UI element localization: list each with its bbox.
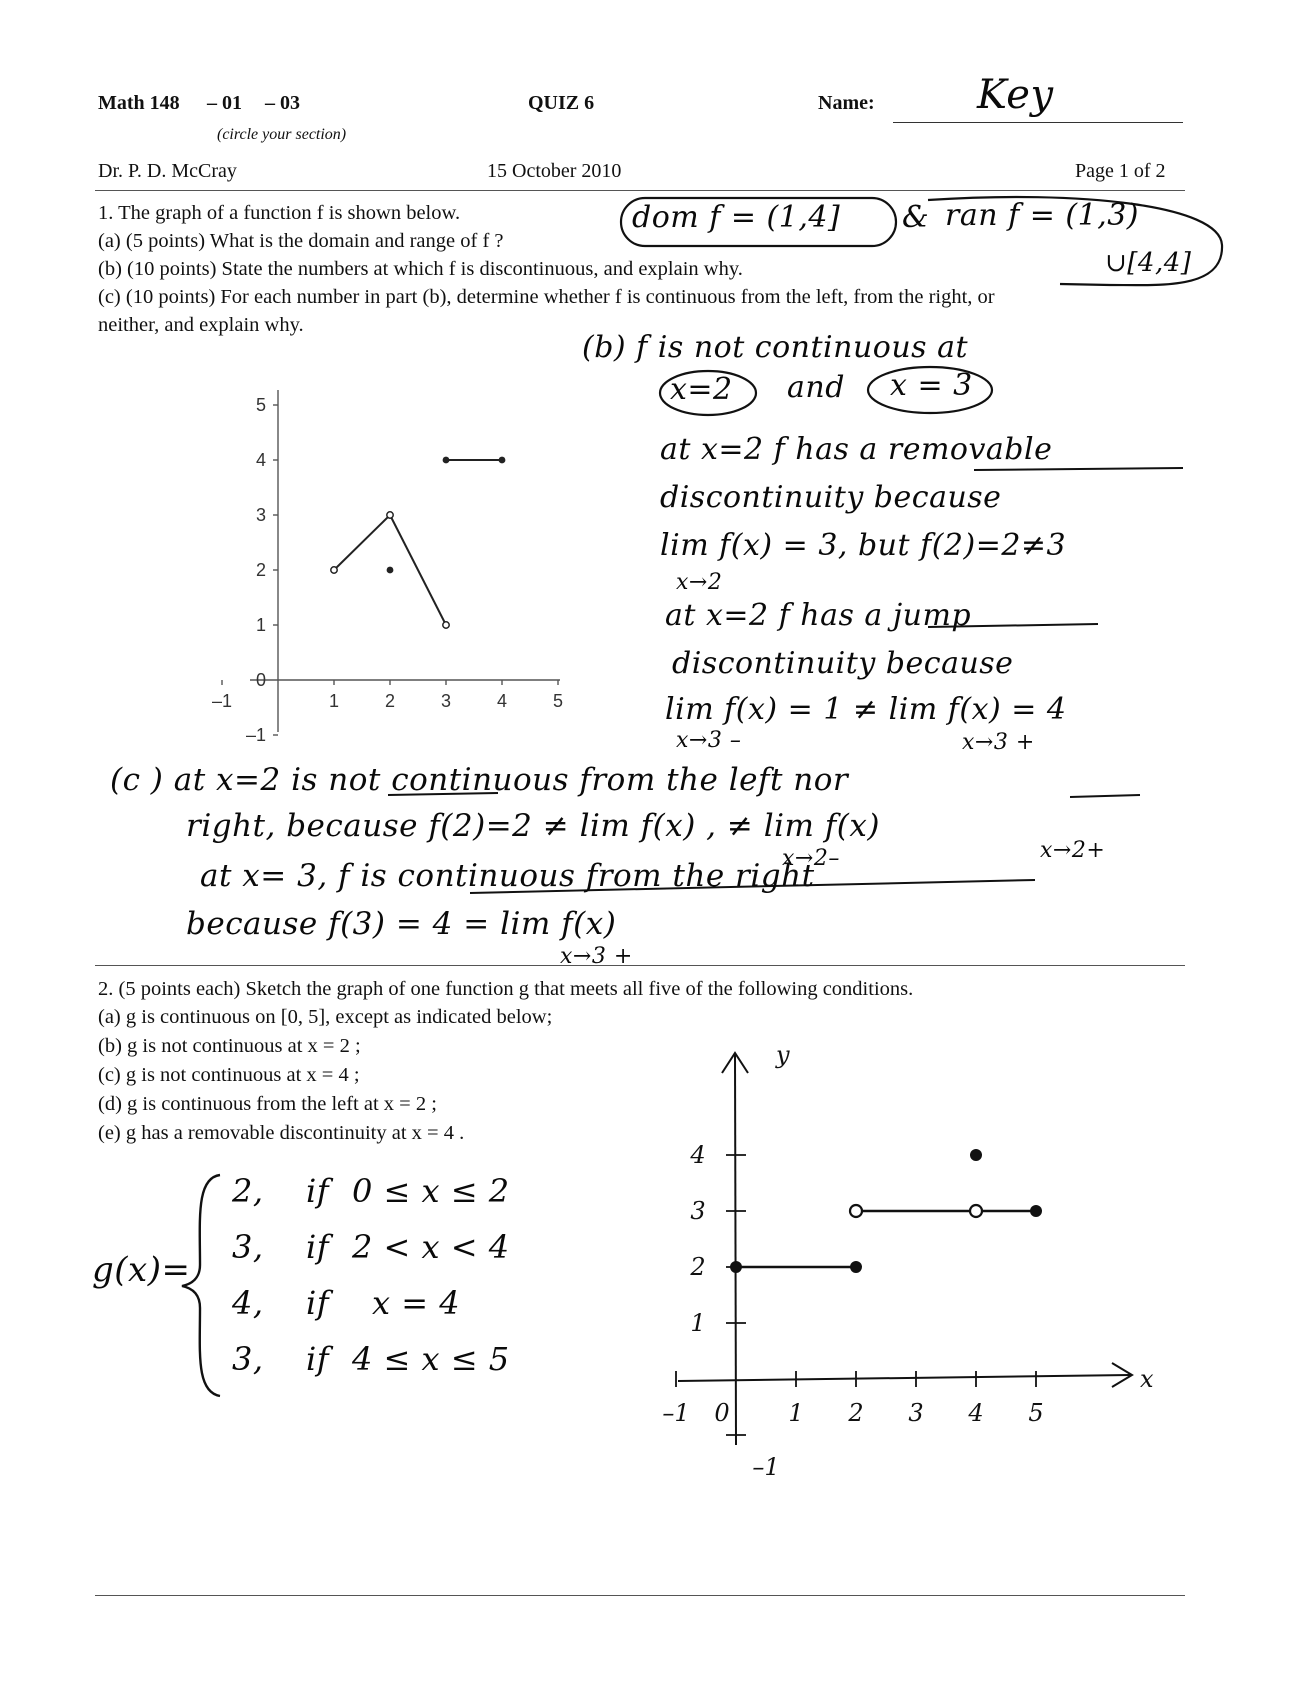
- graph-f-ytick-label: –1: [245, 725, 266, 745]
- answer-removable-sub: x→2: [676, 570, 723, 595]
- piecewise-case-if: if: [306, 1340, 330, 1378]
- answer-c-sub2: x→2+: [1040, 838, 1106, 863]
- problem1-part-b: (b) (10 points) State the numbers at which f is discontinuous, and explain why.: [98, 258, 743, 280]
- name-value: Key: [977, 72, 1054, 118]
- name-label: Name:: [818, 92, 875, 114]
- answer-c-line2: right, because f(2)=2 ≠ lim f(x) , ≠ lim f(x): [186, 808, 880, 844]
- graph-g: [650, 1041, 1210, 1481]
- graph-g-x-label: x: [1140, 1365, 1154, 1393]
- quiz-title: QUIZ 6: [528, 92, 595, 114]
- problem2-part-e: (e) g has a removable discontinuity at x = 4 .: [98, 1122, 465, 1144]
- problem-divider: [95, 965, 1185, 966]
- graph-f-ytick-label: 0: [255, 670, 266, 690]
- piecewise-case-if: if: [306, 1172, 330, 1210]
- graph-f-ytick-label: 2: [255, 560, 266, 580]
- graph-f-segment: [390, 515, 446, 625]
- piecewise-case-value: 3,: [232, 1340, 264, 1378]
- graph-g-x-axis: [678, 1375, 1130, 1381]
- graph-f-xtick-label: –1: [211, 691, 233, 711]
- problem2-part-c: (c) g is not continuous at x = 4 ;: [98, 1064, 360, 1086]
- graph-f-xtick-label: 5: [552, 691, 564, 711]
- piecewise-case-cond: 2 < x < 4: [352, 1228, 510, 1266]
- graph-g-xtick-label: 4: [968, 1399, 984, 1427]
- answer-domain: dom f = (1,4]: [632, 200, 841, 235]
- graph-g-xtick-label: 0: [714, 1399, 730, 1427]
- graph-g-xtick-label: –1: [662, 1399, 690, 1427]
- answer-and: &: [902, 200, 930, 235]
- piecewise-case-cond: 4 ≤ x ≤ 5: [352, 1340, 510, 1378]
- graph-g-y-label: y: [776, 1041, 790, 1069]
- graph-g-closed-point: [1030, 1205, 1042, 1217]
- answer-c-sub1: x→2–: [782, 846, 840, 871]
- graph-g-ytick-label: 2: [690, 1253, 706, 1281]
- page-number: Page 1 of 2: [1075, 160, 1166, 182]
- graph-g-ytick-label: 3: [690, 1197, 706, 1225]
- graph-g-xtick-label: 5: [1028, 1399, 1044, 1427]
- piecewise-case-value: 4,: [232, 1284, 264, 1322]
- graph-f-open-point: [387, 512, 393, 518]
- underline-nor: [1070, 795, 1140, 797]
- graph-g-ytick-label: 1: [690, 1309, 706, 1337]
- problem1-part-c-cont: neither, and explain why.: [98, 314, 304, 336]
- graph-f-open-point: [331, 567, 337, 573]
- graph-g-closed-point: [730, 1261, 742, 1273]
- piecewise-brace: [178, 1170, 228, 1400]
- answer-removable-2: discontinuity because: [660, 480, 1002, 515]
- answer-removable-1: at x=2 f has a removable: [660, 432, 1053, 467]
- graph-g-open-point: [970, 1205, 982, 1217]
- answer-removable-3: lim f(x) = 3, but f(2)=2≠3: [660, 528, 1067, 563]
- graph-f-segment: [334, 515, 390, 570]
- graph-f-xtick-label: 2: [384, 691, 396, 711]
- problem2-intro: 2. (5 points each) Sketch the graph of one function g that meets all five of the following conditions.: [98, 978, 914, 1000]
- graph-g-closed-point: [850, 1261, 862, 1273]
- problem1-part-c: (c) (10 points) For each number in part (b), determine whether f is continuous from the left, from the right, or: [98, 286, 995, 308]
- answer-range-1: ran f = (1,3): [945, 198, 1140, 233]
- problem2-part-a: (a) g is continuous on [0, 5], except as indicated below;: [98, 1006, 553, 1028]
- graph-f-closed-point: [387, 567, 394, 574]
- answer-jump-2: discontinuity because: [672, 646, 1014, 681]
- graph-f-xtick-label: 4: [496, 691, 508, 711]
- footer-divider: [95, 1595, 1185, 1596]
- answer-jump-3: lim f(x) = 1 ≠ lim f(x) = 4: [665, 692, 1067, 727]
- graph-g-xtick-label: 1: [788, 1399, 804, 1427]
- graph-f-ytick-label: 3: [255, 505, 266, 525]
- graph-f-ytick-label: 4: [255, 450, 266, 470]
- section-note: (circle your section): [217, 126, 347, 143]
- graph-f-ytick-label: 1: [255, 615, 266, 635]
- piecewise-case-if: if: [306, 1284, 330, 1322]
- graph-g-open-point: [850, 1205, 862, 1217]
- graph-f-xtick-label: 1: [328, 691, 340, 711]
- piecewise-label: g(x)=: [92, 1250, 191, 1290]
- graph-g-xtick-label: 3: [908, 1399, 924, 1427]
- graph-f-xtick-label: 3: [440, 691, 452, 711]
- answer-jump-sub2: x→3 +: [962, 730, 1035, 755]
- answer-c-line3: at x= 3, f is continuous from the right: [200, 858, 815, 894]
- graph-f-ytick-label: 5: [255, 395, 266, 415]
- graph-g-y-axis: [735, 1055, 736, 1445]
- section-03: – 03: [265, 92, 300, 114]
- piecewise-case-value: 3,: [232, 1228, 264, 1266]
- graph-g-xtick-label: 2: [848, 1399, 864, 1427]
- graph-g-closed-point: [970, 1149, 982, 1161]
- graph-f-closed-point: [499, 457, 506, 464]
- piecewise-case-value: 2,: [232, 1172, 264, 1210]
- graph-f-open-point: [443, 622, 449, 628]
- piecewise-case-cond: x = 4: [372, 1284, 461, 1322]
- answer-b-x3: x = 3: [890, 368, 973, 403]
- graph-g-ytick-label: 4: [690, 1141, 706, 1169]
- piecewise-case-cond: 0 ≤ x ≤ 2: [352, 1172, 510, 1210]
- problem2-part-d: (d) g is continuous from the left at x = 2 ;: [98, 1093, 437, 1115]
- problem2-part-b: (b) g is not continuous at x = 2 ;: [98, 1035, 361, 1057]
- quiz-date: 15 October 2010: [487, 160, 622, 182]
- answer-c-sub3: x→3 +: [560, 944, 633, 969]
- graph-f: [211, 390, 564, 745]
- problem1-intro: 1. The graph of a function f is shown below.: [98, 202, 461, 224]
- answer-jump-1: at x=2 f has a jump: [665, 598, 972, 633]
- answer-b-x2: x=2: [670, 372, 733, 407]
- answer-b-line1: (b) f is not continuous at: [582, 330, 969, 365]
- answer-jump-sub1: x→3 –: [676, 728, 742, 753]
- course-title: Math 148: [98, 92, 180, 114]
- graph-f-closed-point: [443, 457, 450, 464]
- answer-c-line4: because f(3) = 4 = lim f(x): [186, 906, 617, 942]
- answer-c-line1: (c ) at x=2 is not continuous from the left nor: [110, 762, 849, 798]
- graph-g-ytick-label: –1: [752, 1453, 780, 1481]
- underline-removable: [974, 468, 1183, 470]
- section-01: – 01: [207, 92, 242, 114]
- instructor: Dr. P. D. McCray: [98, 160, 237, 182]
- answer-b-and: and: [787, 370, 845, 405]
- problem1-part-a: (a) (5 points) What is the domain and range of f ?: [98, 230, 504, 252]
- piecewise-case-if: if: [306, 1228, 330, 1266]
- answer-range-2: ∪[4,4]: [1105, 248, 1192, 278]
